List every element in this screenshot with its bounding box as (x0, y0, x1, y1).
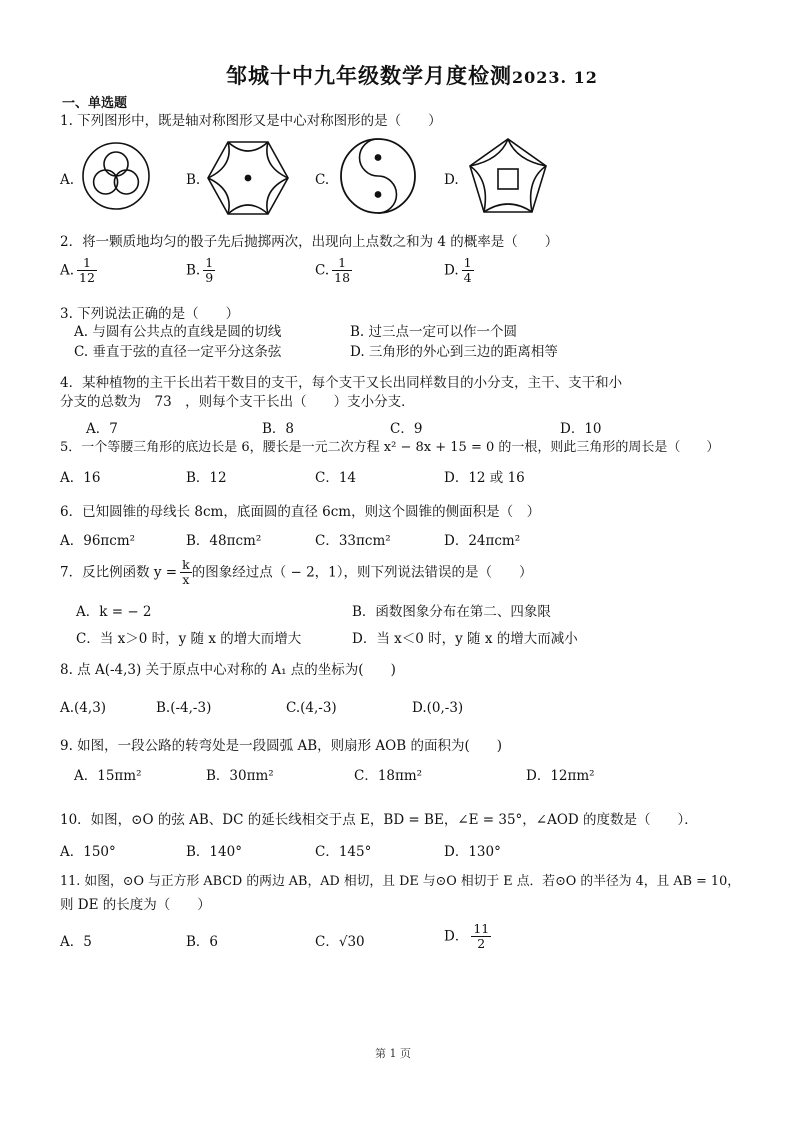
q4-option-d: D．10 (560, 421, 602, 437)
question-2-text: 2．将一颗质地均匀的骰子先后抛掷两次，出现向上点数之和为 4 的概率是（ ） (60, 234, 559, 250)
q7-function-fraction: $\frac{k}{x}$ (182, 557, 190, 588)
q9-option-a: A．15πm² (74, 768, 142, 784)
q8-option-b: B.(-4,-3) (156, 700, 212, 716)
page-number: 第 1 页 (375, 1047, 411, 1060)
q1-figure-a-three-petals (76, 136, 156, 216)
q5-option-c: C．14 (315, 470, 357, 486)
q9-option-d: D．12πm² (526, 768, 595, 784)
question-10-text: 10．如图，⊙O 的弦 AB、DC 的延长线相交于点 E，BD = BE，∠E = 35°，∠AOD 的度数是（ ）． (60, 812, 698, 828)
q1-figure-d-pentagon (466, 136, 550, 218)
q4-option-b: B．8 (262, 421, 295, 437)
exam-date: 2023. 12 (512, 68, 598, 87)
q8-option-d: D.(0,-3) (412, 700, 464, 716)
q7-option-d: D．当 x＜0 时，y 随 x 的增大而减小 (352, 631, 578, 647)
q1-option-b-label: B. (186, 172, 201, 188)
q6-option-b: B．48πcm² (186, 533, 262, 549)
q2-option-a: A. $\frac{1}{12}$ (60, 255, 95, 286)
question-11-text-line2: 则 DE 的长度为（ ） (60, 897, 211, 913)
q5-option-a: A．16 (60, 470, 101, 486)
q7-option-b: B．函数图象分布在第二、四象限 (352, 604, 551, 620)
q1-figure-c-yin-yang (336, 134, 420, 218)
q3-option-a: A. 与圆有公共点的直线是圆的切线 (74, 324, 282, 340)
q11-option-d: D． $\frac{11}{2}$ (444, 921, 490, 952)
q2-option-c: C. $\frac{1}{18}$ (315, 255, 351, 286)
q4-option-c: C．9 (390, 421, 423, 437)
question-1-text: 1. 下列图形中，既是轴对称图形又是中心对称图形的是（ ） (60, 113, 442, 129)
q1-option-a-label: A. (60, 172, 75, 188)
question-11-text-line1: 11. 如图，⊙O 与正方形 ABCD 的两边 AB，AD 相切，且 DE 与⊙O 相切于 E 点．若⊙O 的半径为 4，且 AB = 10， (60, 874, 741, 889)
q10-option-b: B．140° (186, 844, 242, 860)
q9-option-c: C．18πm² (354, 768, 423, 784)
question-3-text: 3. 下列说法正确的是（ ） (60, 306, 240, 322)
question-7-text: 7．反比例函数 y = $\frac{k}{x}$ 的图象经过点（ − 2，1），则下列说法错误的是（ ） (60, 557, 533, 588)
q10-option-d: D．130° (444, 844, 501, 860)
q2-option-c-fraction: $\frac{1}{18}$ (334, 255, 351, 286)
q6-option-d: D．24πcm² (444, 533, 521, 549)
page-title (226, 60, 598, 90)
q2-option-b-fraction: $\frac{1}{9}$ (205, 255, 214, 286)
q5-option-d: D．12 或 16 (444, 470, 525, 486)
q1-figure-b-hexagon (206, 138, 290, 218)
q11-option-d-fraction: $\frac{11}{2}$ (473, 921, 490, 952)
question-8-text: 8. 点 A(-4,3) 关于原点中心对称的 A₁ 点的坐标为( ) (60, 662, 396, 678)
q10-option-c: C．145° (315, 844, 372, 860)
q6-option-c: C．33πcm² (315, 533, 391, 549)
q7-option-c: C．当 x＞0 时，y 随 x 的增大而增大 (76, 631, 302, 647)
section-heading: 一、单选题 (62, 96, 128, 111)
title-text: 邹城十中九年级数学月度检测 (226, 63, 512, 88)
q3-option-d: D. 三角形的外心到三边的距离相等 (350, 344, 558, 360)
q2-option-b: B. $\frac{1}{9}$ (186, 255, 214, 286)
q11-option-b: B．6 (186, 934, 219, 950)
question-6-text: 6．已知圆锥的母线长 8cm，底面圆的直径 6cm，则这个圆锥的侧面积是（ ） (60, 504, 541, 520)
q8-option-a: A.(4,3) (60, 700, 107, 716)
question-5-text: 5．一个等腰三角形的底边长是 6，腰长是一元二次方程 x² − 8x + 15 = 0 的一根，则此三角形的周长是（ ） (60, 440, 720, 455)
q6-option-a: A．96πcm² (60, 533, 136, 549)
question-4-text-line2: 分支的总数为 73 ，则每个支干长出（ ）支小分支． (60, 394, 415, 410)
q1-option-d-label: D. (444, 172, 459, 188)
q11-option-c: C．√30 (315, 934, 365, 950)
q3-option-c: C. 垂直于弦的直径一定平分这条弦 (74, 344, 282, 360)
q10-option-a: A．150° (60, 844, 116, 860)
q3-option-b: B. 过三点一定可以作一个圆 (350, 324, 518, 340)
question-9-text: 9. 如图，一段公路的转弯处是一段圆弧 AB，则扇形 AOB 的面积为( ) (60, 738, 502, 754)
q2-option-d-fraction: $\frac{1}{4}$ (463, 255, 472, 286)
q2-option-a-fraction: $\frac{1}{12}$ (79, 255, 95, 286)
q9-option-b: B．30πm² (206, 768, 274, 784)
q7-option-a: A．k = − 2 (76, 604, 152, 620)
q5-option-b: B．12 (186, 470, 227, 486)
q4-option-a: A．7 (86, 421, 118, 437)
q1-option-c-label: C. (315, 172, 330, 188)
question-4-text-line1: 4．某种植物的主干长出若干数目的支干，每个支干又长出同样数目的小分支，主干、支干和小 (60, 375, 623, 391)
q11-option-a: A．5 (60, 934, 92, 950)
q8-option-c: C.(4,-3) (286, 700, 337, 716)
q2-option-d: D. $\frac{1}{4}$ (444, 255, 472, 286)
